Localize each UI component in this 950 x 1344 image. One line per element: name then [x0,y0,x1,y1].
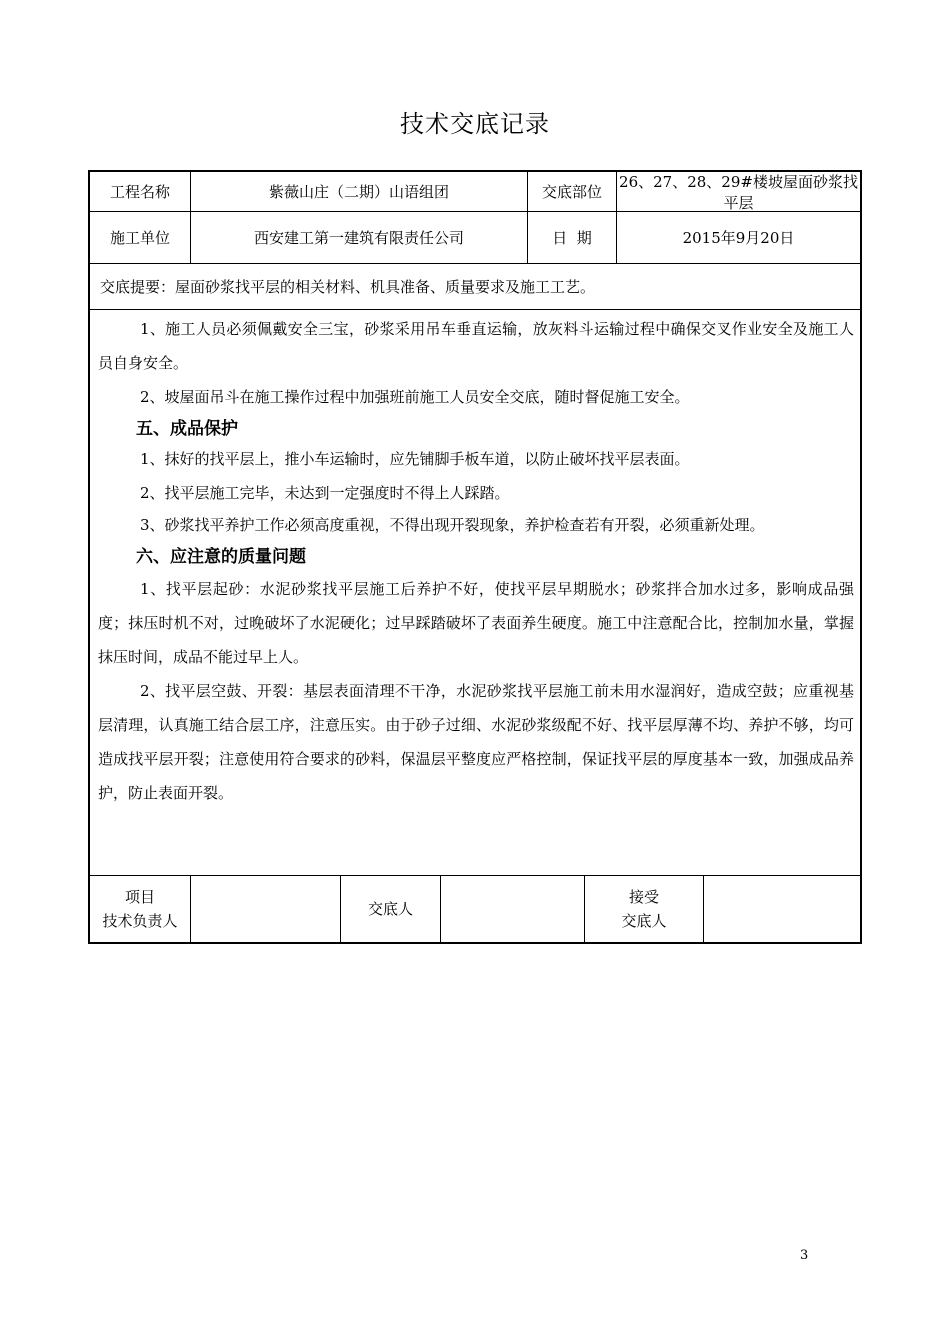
disclosure-table [88,170,862,944]
content-paragraph: 1、找平层起砂：水泥砂浆找平层施工后养护不好，使找平层早期脱水；砂浆拌合加水过多，影响成品强度；抹压时机不对，过晚破坏了水泥硬化；过早踩踏破坏了表面养生硬度。施工中注意配合比，控制加水量，掌握抹压时间，成品不能过早上人。 [98,580,854,666]
date-label: 日 期 [528,212,617,263]
section-heading-finished-product-protection: 五、成品保护 [136,419,238,439]
summary-row [90,264,860,310]
page-number: 3 [800,1248,809,1263]
disclosure-part-label: 交底部位 [528,172,617,211]
receiver-label-line1: 接受 [628,888,659,906]
header-row-project [90,172,860,212]
page-title: 技术交底记录 [400,110,550,138]
discloser-signature-field[interactable] [441,876,585,942]
content-paragraph: 3、砂浆找平养护工作必须高度重视，不得出现开裂现象，养护检查若有开裂，必须重新处理。 [140,516,765,534]
receiver-signature-field[interactable] [704,876,860,942]
content-paragraph: 2、找平层施工完毕，未达到一定强度时不得上人踩踏。 [140,484,510,502]
construction-unit-value: 西安建工第一建筑有限责任公司 [191,212,528,263]
tech-lead-label [90,876,191,942]
signature-row [90,876,860,942]
disclosure-part-value: 26、27、28、29#楼坡屋面砂浆找平层 [619,172,858,212]
project-name-label: 工程名称 [90,172,191,211]
tech-lead-label-line2: 技术负责人 [102,912,178,930]
date-value: 2015年9月20日 [682,229,795,247]
receiver-label-line2: 交底人 [621,912,667,930]
project-name-value: 紫薇山庄（二期）山语组团 [191,172,528,211]
disclosure-summary: 交底提要：屋面砂浆找平层的相关材料、机具准备、质量要求及施工工艺。 [100,278,596,296]
tech-lead-signature-field[interactable] [191,876,341,942]
content-paragraph: 1、抹好的找平层上，推小车运输时，应先铺脚手板车道，以防止破坏找平层表面。 [140,450,690,468]
content-paragraph: 2、坡屋面吊斗在施工操作过程中加强班前施工人员安全交底，随时督促施工安全。 [140,388,690,406]
content-paragraph: 2、找平层空鼓、开裂：基层表面清理不干净，水泥砂浆找平层施工前未用水湿润好，造成空鼓；应重视基层清理，认真施工结合层工序，注意压实。由于砂子过细、水泥砂浆级配不好、找平层厚薄不均、养护不够，均可造成找平层开裂；注意使用符合要求的砂料，保温层平整度应严格控制，保证找平层的厚度基本一致，加强成品养护，防止表面开裂。 [98,682,854,802]
discloser-label: 交底人 [341,876,441,942]
construction-unit-label: 施工单位 [90,212,191,263]
header-row-unit [90,212,860,264]
disclosure-content [90,310,860,876]
receiver-label [585,876,704,942]
section-heading-quality-issues: 六、应注意的质量问题 [136,547,306,567]
tech-lead-label-line1: 项目 [124,888,155,906]
content-paragraph: 1、施工人员必须佩戴安全三宝，砂浆采用吊车垂直运输，放灰料斗运输过程中确保交叉作业安全及施工人员自身安全。 [98,320,854,372]
